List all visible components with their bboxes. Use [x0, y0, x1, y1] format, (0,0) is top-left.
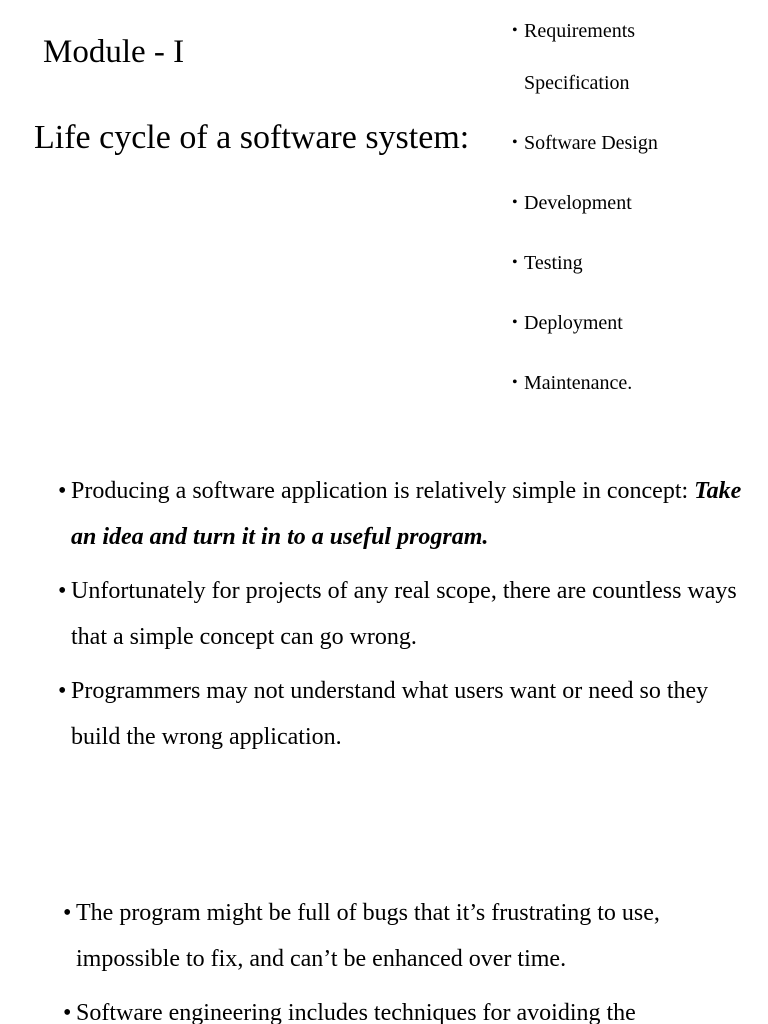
bullet-marker: •: [512, 22, 518, 39]
stage-testing: [512, 248, 762, 278]
bullet-marker: •: [58, 678, 67, 704]
paragraph-producing-software: [58, 468, 748, 560]
stage-label: Maintenance.: [524, 372, 633, 394]
paragraph-text: Software engineering includes techniques for avoiding the: [76, 1000, 636, 1024]
stage-development: [512, 188, 762, 218]
stage-requirements-specification: [512, 16, 762, 98]
bullet-marker: •: [63, 900, 72, 926]
bullet-marker: •: [512, 374, 518, 391]
bullet-marker: •: [512, 314, 518, 331]
paragraph-bugs: [63, 890, 753, 982]
lifecycle-stages-list: [512, 16, 762, 428]
bullet-marker: •: [512, 194, 518, 211]
paragraph-text: Programmers may not understand what users want or need so they build the wrong application.: [71, 678, 709, 750]
paragraph-text: Producing a software application is relatively simple in concept:: [71, 478, 695, 504]
paragraph-software-engineering: [63, 990, 753, 1024]
paragraph-programmers: [58, 668, 748, 760]
paragraph-text: The program might be full of bugs that it’s frustrating to use, impossible to fix, and can’t be enhanced over time.: [76, 900, 660, 972]
module-title: Module - I: [43, 34, 185, 70]
paragraph-emphasis: Take an idea and turn it in to a useful program.: [71, 478, 742, 550]
bullet-marker: •: [63, 1000, 72, 1024]
stage-maintenance: [512, 368, 762, 398]
stage-label: Deployment: [524, 312, 623, 334]
bullet-marker: •: [58, 578, 67, 604]
stage-label-line1: Requirements: [524, 20, 636, 42]
stage-label-line2: Specification: [524, 72, 630, 94]
stage-deployment: [512, 308, 762, 338]
intro-paragraph-list: [58, 468, 748, 768]
lifecycle-heading: Life cycle of a software system:: [34, 119, 470, 156]
stage-software-design: [512, 128, 762, 158]
stage-label: Development: [524, 192, 632, 214]
stage-label: Software Design: [524, 132, 658, 154]
paragraph-unfortunately: [58, 568, 748, 660]
continued-paragraph-list: [63, 890, 753, 1024]
bullet-marker: •: [58, 478, 67, 504]
stage-label: Testing: [524, 252, 583, 274]
bullet-marker: •: [512, 254, 518, 271]
bullet-marker: •: [512, 134, 518, 151]
paragraph-text: Unfortunately for projects of any real scope, there are countless ways that a simple concept can go wrong.: [71, 578, 737, 650]
